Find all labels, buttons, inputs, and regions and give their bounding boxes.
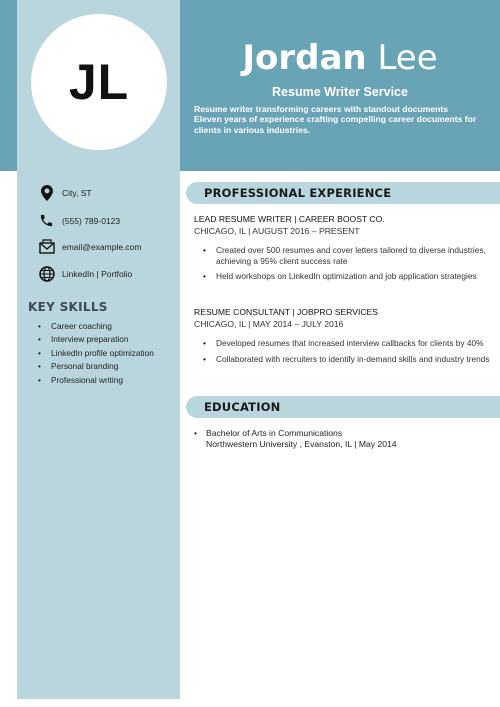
skill-item: • LinkedIn profile optimization	[38, 347, 154, 360]
skill-item: • Career coaching	[38, 320, 154, 333]
web-text[interactable]: LinkedIn | Portfolio	[62, 268, 133, 279]
job-2-header	[194, 307, 378, 330]
last-name: Lee	[377, 38, 438, 78]
job-bullet: • Created over 500 resumes and cover letters tailored to diverse industries, achieving a 95% client success rate	[203, 245, 493, 266]
location-pin-icon	[38, 184, 55, 201]
contact-location	[38, 184, 92, 201]
skill-item: • Professional writing	[38, 374, 154, 387]
summary	[194, 104, 490, 135]
contact-email[interactable]	[38, 238, 142, 255]
education-section-bar	[186, 396, 500, 418]
phone-text: (555) 789-0123	[62, 215, 121, 226]
job-title: Resume Writer Service	[272, 85, 408, 99]
summary-line: Eleven years of experience crafting compelling career documents for clients in various industries.	[194, 114, 477, 135]
job-1-bullets	[203, 245, 493, 287]
school: Northwestern University , Evanston, IL | May 2014	[206, 439, 397, 449]
job-bullet: • Held workshops on LinkedIn optimization and job application strategies	[203, 271, 493, 282]
job-bullet: • Collaborated with recruiters to identify in-demand skills and industry trends	[203, 354, 493, 365]
degree: Bachelor of Arts in Communications	[206, 428, 343, 438]
candidate-name	[180, 38, 500, 78]
first-name: Jordan	[242, 38, 367, 78]
phone-icon	[38, 212, 55, 229]
skills-list	[38, 320, 154, 387]
job-2-role: RESUME CONSULTANT | JOBPRO SERVICES	[194, 307, 379, 317]
skill-item: • Interview preparation	[38, 333, 154, 346]
education-entry	[194, 428, 494, 450]
job-2-dates: CHICAGO, IL | MAY 2014 – JULY 2016	[194, 318, 344, 329]
monogram-initials: JL	[68, 54, 130, 110]
education-heading: EDUCATION	[204, 400, 281, 414]
contact-web[interactable]	[38, 265, 133, 282]
job-1-role: LEAD RESUME WRITER | CAREER BOOST CO.	[194, 214, 385, 224]
job-1-header	[194, 214, 385, 237]
envelope-icon	[38, 238, 55, 255]
page-bottom-margin	[0, 699, 500, 707]
job-2-bullets	[203, 338, 493, 369]
globe-icon	[38, 265, 55, 282]
experience-heading: PROFESSIONAL EXPERIENCE	[204, 186, 392, 200]
skills-heading: KEY SKILLS	[28, 300, 108, 314]
location-text: City, ST	[62, 187, 92, 198]
experience-section-bar	[186, 182, 500, 204]
summary-line: Resume writer transforming careers with standout documents	[194, 104, 449, 114]
job-bullet: • Developed resumes that increased interview callbacks for clients by 40%	[203, 338, 493, 349]
monogram-circle	[31, 14, 167, 150]
job-1-dates: CHICAGO, IL | AUGUST 2016 – PRESENT	[194, 225, 360, 236]
email-text[interactable]: email@example.com	[62, 241, 142, 252]
bullet-dot: •	[194, 428, 198, 438]
skill-item: • Personal branding	[38, 360, 154, 373]
contact-phone	[38, 212, 121, 229]
